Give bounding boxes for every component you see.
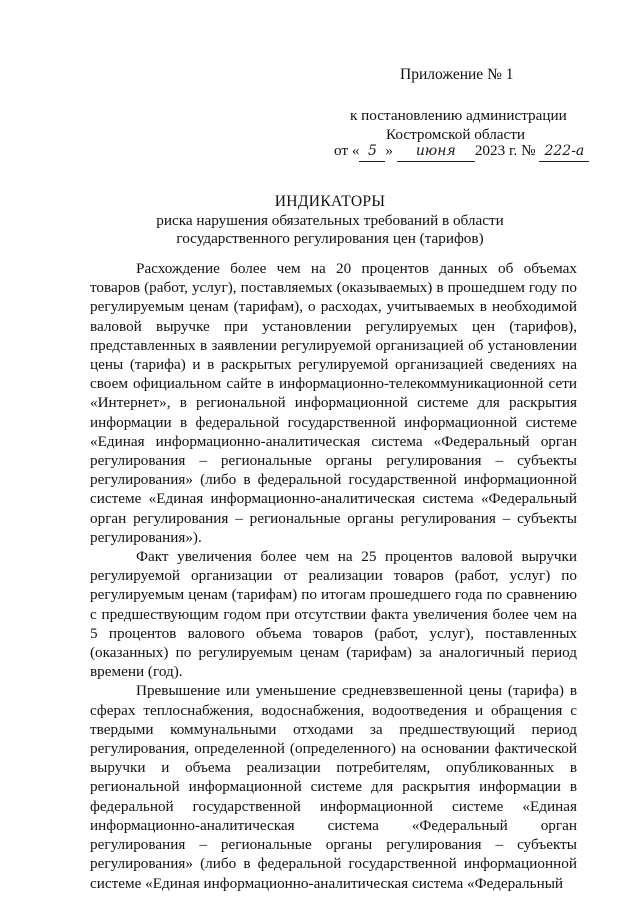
paragraph-3: Превышение или уменьшение средневзвешенной цены (тарифа) в сферах теплоснабжения, водоснабжения, водоотведения и обращения с твердыми коммунальными отходами за предшествующий период регулирования, определенной (определенного) на основании фактической выручки и объема реализации потребителям, опубликованных в региональной информационной системе для раскрытия информации в федеральной государственной информационной системе «Единая информационно-аналитическая система «Федеральный орган регулирования – региональные органы регулирования – субъекты регулирования» (либо в федеральной государственной информационной системе «Единая информационно-аналитическая система «Федеральный xyxy=(90,682,577,892)
document-subtitle-line1: риска нарушения обязательных требований в области xyxy=(156,212,504,229)
document-subtitle-line2: государственного регулирования цен (тарифов) xyxy=(176,230,484,247)
date-year: 2023 г. № xyxy=(474,142,536,159)
handwritten-number: 222-а xyxy=(544,143,585,159)
decree-date-line xyxy=(334,141,589,162)
document-title: ИНДИКАТОРЫ xyxy=(274,193,386,210)
paragraph-1: Расхождение более чем на 20 процентов данных об объемах товаров (работ, услуг), поставляемых (оказываемых) в прошедшем году по регулируемым ценам (тарифам), о расходах, учитываемых в необходимой валовой выручке при установлении регулируемых цен (тарифов), представленных в заявлении регулируемой организацией об установлении цены (тарифа) и в раскрытых регулируемой организацией сведениях на своем официальном сайте в информационно-телекоммуникационной сети «Интернет», в региональной информационной системе для раскрытия информации в федеральной государственной информационной системе «Единая информационно-аналитическая система «Федеральный орган регулирования – региональные органы регулирования – субъекты регулирования» (либо в федеральной государственной информационной системе «Единая информационно-аналитическая система «Федеральный орган регулирования – региональные органы регулирования – субъекты регулирования»). xyxy=(90,260,577,546)
date-prefix: от « xyxy=(334,142,360,159)
decree-reference-line1: к постановлению администрации xyxy=(350,107,567,124)
handwritten-day: 5 xyxy=(367,143,377,159)
paragraph-2: Факт увеличения более чем на 25 процентов валовой выручки регулируемой организации от реализации товаров (работ, услуг) по регулируемым ценам (тарифам) по итогам прошедшего года по сравнению с предшествующим годом при отсутствии факта увеличения более чем на 5 процентов валового объема товаров (работ, услуг), поставленных (оказанных) по регулируемым ценам (тарифам) за аналогичный период времени (год). xyxy=(90,548,577,681)
document-body xyxy=(90,259,577,893)
date-mid: » xyxy=(385,142,394,159)
handwritten-month: июня xyxy=(415,143,456,159)
appendix-label: Приложение № 1 xyxy=(400,66,514,83)
decree-reference-line2: Костромской области xyxy=(386,126,526,143)
